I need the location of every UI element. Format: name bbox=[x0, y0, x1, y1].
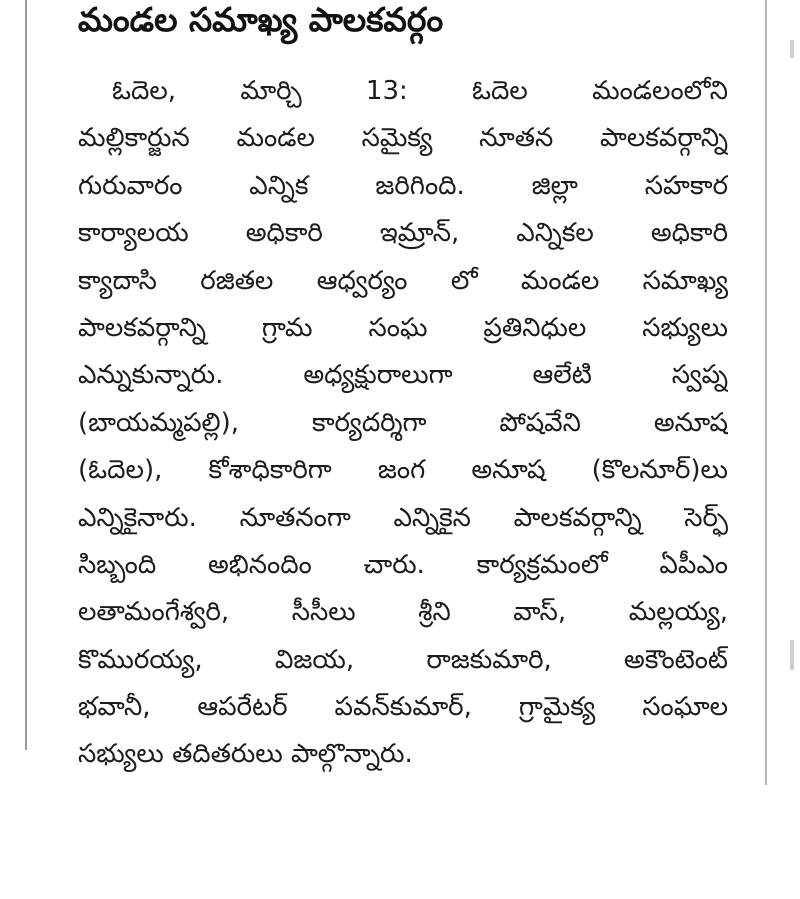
article-body bbox=[78, 68, 728, 779]
article-line: (ఓదెల), కోశాధికారిగా జంగ అనూష (కొలనూర్)లు bbox=[78, 455, 728, 486]
edge-mark bbox=[790, 40, 794, 58]
headline: మండల సమాఖ్య పాలకవర్గం bbox=[78, 0, 444, 39]
article-line: (బాయమ్మపల్లి), కార్యదర్శిగా పోషవేని అనూష bbox=[78, 407, 728, 438]
article-line: భవానీ, ఆపరేటర్ పవన్‌కుమార్, గ్రామైక్య సంఘాల bbox=[78, 692, 728, 723]
article-line: మల్లికార్జున మండల సమైక్య నూతన పాలకవర్గాన్ని bbox=[78, 123, 728, 154]
article-line: ఎన్నికైనారు. నూతనంగా ఎన్నికైన పాలకవర్గాన్ని సెర్ఫ్ bbox=[78, 502, 728, 533]
article-line: ఓదెల, మార్చి 13: ఓదెల మండలంలోని bbox=[112, 76, 728, 106]
article-line: గురువారం ఎన్నిక జరిగింది. జిల్లా సహకార bbox=[78, 170, 728, 201]
article-line: సిబ్బంది అభినందిం చారు. కార్యక్రమంలో ఏపీఎం bbox=[78, 549, 728, 580]
column-rule-left bbox=[25, 0, 27, 750]
article-line: కార్యాలయ అధికారి ఇమ్రాన్, ఎన్నికల అధికారి bbox=[78, 218, 728, 249]
article-line: కొమురయ్య, విజయ, రాజకుమారి, అకౌంటెంట్ bbox=[78, 644, 728, 675]
article-line: ఎన్నుకున్నారు. అధ్యక్షురాలుగా ఆలేటి స్వప్న bbox=[78, 360, 728, 391]
article-line: లతామంగేశ్వరి, సీసీలు శ్రీని వాస్, మల్లయ్య, bbox=[78, 597, 728, 628]
article-line: క్యాదాసి రజితల ఆధ్వర్యం లో మండల సమాఖ్య bbox=[78, 265, 728, 296]
article-line: పాలకవర్గాన్ని గ్రామ సంఘ ప్రతినిధుల సభ్యులు bbox=[78, 312, 728, 343]
edge-mark bbox=[790, 640, 794, 670]
article-line: సభ్యులు తదితరులు పాల్గొన్నారు. bbox=[78, 739, 413, 770]
column-rule-right bbox=[765, 0, 767, 785]
